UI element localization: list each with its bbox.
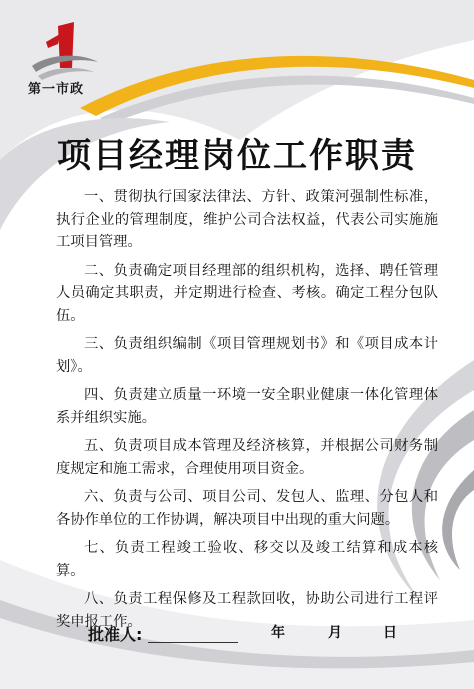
duty-paragraph: 八、负责工程保修及工程款回收，协助公司进行工程评奖申报工作。 bbox=[56, 591, 438, 630]
logo-text: 第一市政 bbox=[28, 82, 85, 97]
right-swoosh-3 bbox=[442, 470, 474, 570]
page-title: 项目经理岗位工作职责 bbox=[57, 136, 417, 176]
month-label: 月 bbox=[328, 625, 342, 641]
day-label: 日 bbox=[383, 625, 397, 641]
duty-paragraph: 六、负责与公司、项目公司、发包人、监理、分包人和各协作单位的工作协调，解决项目中出现的重大问题。 bbox=[56, 489, 438, 528]
year-label: 年 bbox=[271, 625, 285, 641]
approver-label: 批准人: bbox=[88, 625, 143, 644]
duty-paragraph: 二、负责确定项目经理部的组织机构，选择、聘任管理人员确定其职责，并定期进行检查、考核。确定工程分包队伍。 bbox=[56, 262, 438, 324]
approver-signature-line bbox=[148, 642, 238, 643]
duty-paragraph: 五、负责项目成本管理及经济核算，并根据公司财务制度规定和施工需求，合理使用项目资金。 bbox=[56, 438, 438, 477]
duty-paragraph: 七、负责工程竣工验收、移交以及竣工结算和成本核算。 bbox=[56, 540, 438, 579]
duty-paragraph: 四、负责建立质量一环境一安全职业健康一体化管理体系并组织实施。 bbox=[56, 387, 438, 426]
duties-body bbox=[56, 186, 438, 639]
duty-paragraph: 三、负责组织编制《项目管理规划书》和《项目成本计划》。 bbox=[56, 336, 438, 375]
duty-paragraph: 一、贯彻执行国家法律法、方针、政策河强制性标准，执行企业的管理制度，维护公司合法权益，代表公司实施施工项目管理。 bbox=[56, 189, 438, 250]
